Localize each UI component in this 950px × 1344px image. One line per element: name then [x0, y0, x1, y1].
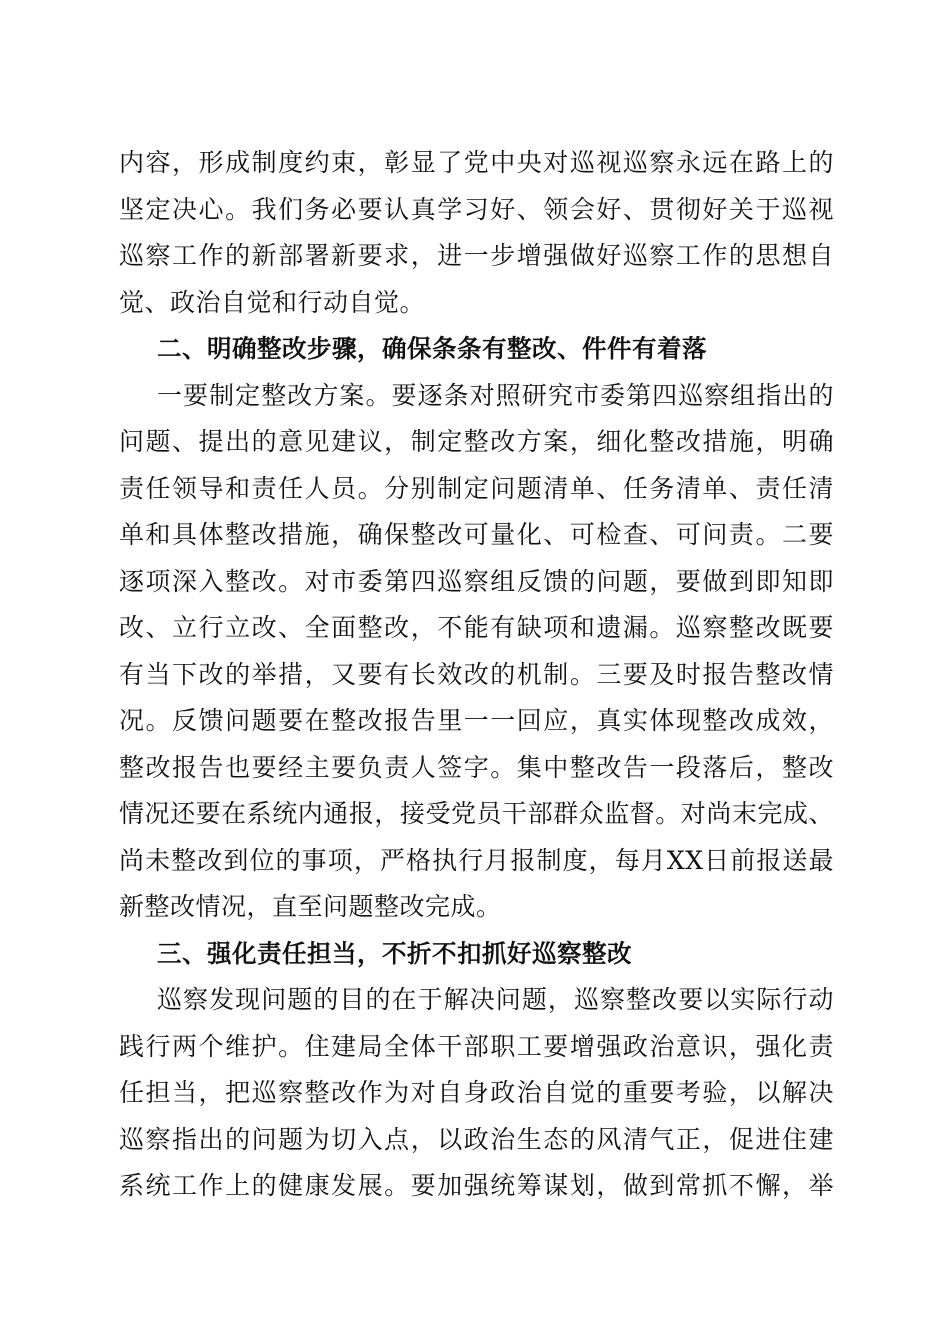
text-line: 巡察发现问题的目的在于解决问题，巡察整改要以实际行动 [157, 985, 834, 1014]
text-line: 逐项深入整改。对市委第四巡察组反馈的问题，要做到即知即 [119, 566, 834, 596]
text-line: 任担当，把巡察整改作为对自身政治自觉的重要考验，以解决 [119, 1078, 834, 1107]
text-line: 况。反馈问题要在整改报告里一一回应，真实体现整改成效， [119, 706, 834, 735]
text-line: 情况还要在系统内通报，接受党员干部群众监督。对尚末完成、 [119, 799, 834, 828]
text-line: 有当下改的举措，又要有长效改的机制。三要及时报告整改情 [119, 659, 834, 689]
text-line: 践行两个维护。住建局全体干部职工要增强政治意识，强化责 [119, 1031, 834, 1061]
text-line: 尚未整改到位的事项，严格执行月报制度，每月XX日前报送最 [119, 845, 834, 875]
section-heading-2: 二、明确整改步骤，确保条条有整改、件件有着落 [157, 334, 707, 363]
text-line: 巡察指出的问题为切入点，以政治生态的风清气正，促进住建 [119, 1124, 834, 1154]
document-body [119, 140, 834, 1210]
text-line: 一要制定整改方案。要逐条对照研究市委第四巡察组指出的 [157, 380, 834, 410]
text-line: 系统工作上的健康发展。要加强统筹谋划，做到常抓不懈，举 [119, 1171, 834, 1200]
text-line: 问题、提出的意见建议，制定整改方案，细化整改措施，明确 [119, 427, 834, 456]
text-line: 新整改情况，直至问题整改完成。 [119, 892, 502, 921]
text-line: 内容，形成制度约束，彰显了党中央对巡视巡察永远在路上的 [119, 148, 834, 177]
text-line: 觉、政治自觉和行动自觉。 [119, 287, 426, 317]
text-line: 整改报告也要经主要负责人签字。集中整改告一段落后，整改 [119, 752, 834, 782]
section-heading-3: 三、强化责任担当，不折不扣抓好巡察整改 [157, 938, 632, 968]
text-line: 改、立行立改、全面整改，不能有缺项和遗漏。巡察整改既要 [119, 613, 834, 642]
text-line: 责任领导和责任人员。分别制定问题清单、任务清单、责任清 [119, 473, 834, 503]
text-line: 巡察工作的新部署新要求，进一步增强做好巡察工作的思想自 [119, 241, 834, 270]
text-line: 单和具体整改措施，确保整改可量化、可检查、可问责。二要 [119, 520, 834, 549]
text-line: 坚定决心。我们务必要认真学习好、领会好、贯彻好关于巡视 [119, 194, 834, 224]
